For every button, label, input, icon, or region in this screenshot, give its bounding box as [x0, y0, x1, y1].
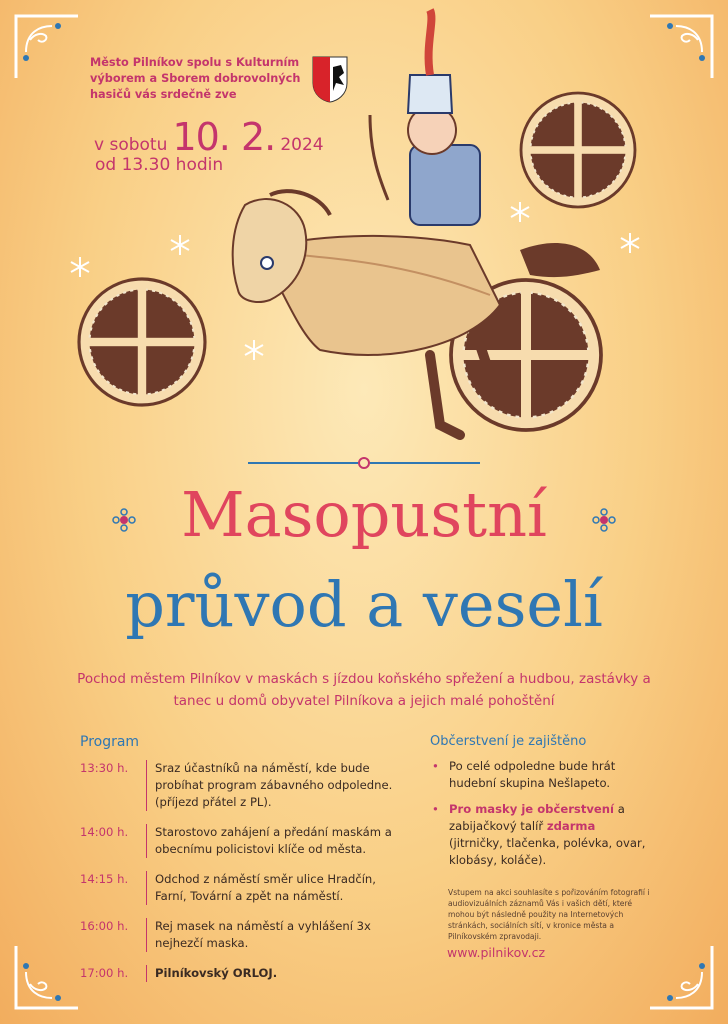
program-text: Starostovo zahájení a předání maskám a obecnímu policistovi klíče od města.: [146, 824, 410, 858]
photo-consent-notice: Vstupem na akci souhlasíte s pořizováním fotografií i audiovizuálních záznamů Vás i vašich dětí, které mohou být následně použity na Internetových stránkách, sociálních sítí, v kronice města a Pilníkovském zpravodaji.: [448, 888, 650, 941]
date-prefix: v sobotu: [94, 135, 168, 155]
refreshments-item-text: [449, 801, 652, 869]
program-time: 16:00 h.: [80, 919, 129, 933]
corner-ornament-bottom-left: [12, 942, 82, 1012]
bullet-icon: •: [432, 759, 439, 773]
refreshments-mid: a zabijačkový talíř: [449, 802, 625, 833]
program-text: Sraz účastníků na náměstí, kde bude probíhat program zábavného odpoledne. (příjezd přátel z PL).: [146, 760, 410, 811]
program-row: [80, 871, 410, 905]
coat-of-arms-icon: [311, 55, 349, 103]
refreshments-free: zdarma: [546, 819, 596, 833]
refreshments-item: [432, 801, 652, 869]
refreshments-highlight: Pro masky je občerstvení: [449, 802, 615, 816]
refreshments-item: [432, 758, 652, 792]
program-heading: Program: [80, 734, 140, 750]
event-date: [94, 115, 324, 159]
flower-ornament-icon: [111, 507, 137, 533]
corner-ornament-icon: [12, 942, 82, 1012]
website-link[interactable]: www.pilnikov.cz: [447, 945, 546, 960]
corner-ornament-bottom-right: [646, 942, 716, 1012]
event-time: od 13.30 hodin: [95, 155, 224, 175]
refreshments-list: [432, 758, 652, 878]
program-row: [80, 918, 410, 952]
flower-ornament-icon: [591, 507, 617, 533]
program-list: [80, 760, 410, 995]
date-day: 10. 2.: [172, 115, 276, 159]
ornamental-divider: [248, 455, 480, 471]
refreshments-heading: Občerstvení je zajištěno: [430, 734, 587, 749]
koláč-icon: [521, 93, 635, 207]
program-time: 14:15 h.: [80, 872, 129, 886]
event-title-line2: průvod a veselí: [125, 568, 603, 641]
program-row: [80, 965, 410, 982]
program-row: [80, 760, 410, 811]
program-text: Pilníkovský ORLOJ.: [146, 965, 277, 982]
program-time: 13:30 h.: [80, 761, 129, 775]
bullet-icon: •: [432, 802, 439, 816]
event-title-line1: [0, 478, 728, 551]
corner-ornament-icon: [646, 942, 716, 1012]
intro-text: Pochod městem Pilníkov v maskách s jízdou koňského spřežení a hudbou, zastávky a tanec u domů obyvatel Pilníkova a jejich malé pohoštění: [77, 671, 651, 709]
program-text: Rej masek na náměstí a vyhlášení 3x nejhezčí maska.: [146, 918, 410, 952]
program-text: Odchod z náměstí směr ulice Hradčín, Farní, Tovární a zpět na náměstí.: [146, 871, 410, 905]
refreshments-item-text: Po celé odpoledne bude hrát hudební skupina Nešlapeto.: [449, 759, 616, 790]
program-time: 14:00 h.: [80, 825, 129, 839]
program-row: [80, 824, 410, 858]
organizer-text: Město Pilníkov spolu s Kulturním výborem a Sborem dobrovolných hasičů vás srdečně zve: [90, 56, 301, 101]
refreshments-rest: (jitrničky, tlačenka, polévka, ovar, klobásy, koláče).: [449, 836, 646, 867]
program-time: 17:00 h.: [80, 966, 129, 980]
title-line1-text: Masopustní: [181, 478, 547, 551]
date-year: 2024: [280, 135, 324, 155]
